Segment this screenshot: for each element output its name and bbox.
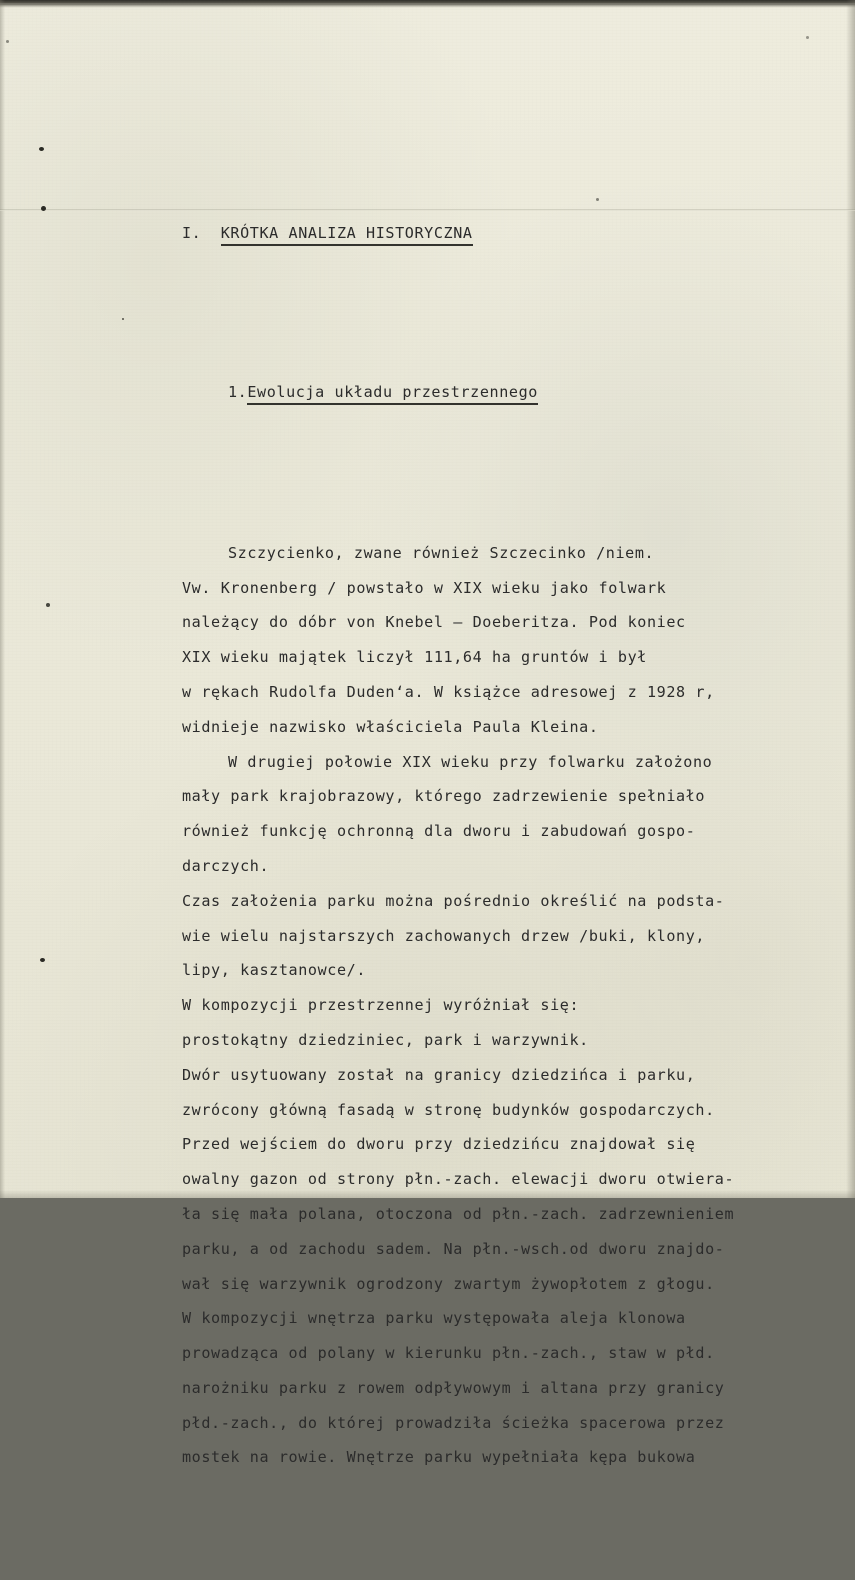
text-line: Czas założenia parku można pośrednio określić na podsta- — [182, 891, 725, 910]
paragraph-container — [182, 536, 842, 1476]
text-line: ła się mała polana, otoczona od płn.-zach. zadrzewnieniem — [182, 1204, 735, 1223]
scan-edge-left — [0, 0, 5, 1198]
subsection-heading — [228, 375, 842, 410]
section-heading-title: KRÓTKA ANALIZA HISTORYCZNA — [221, 224, 473, 246]
text-line: narożniku parku z rowem odpływowym i altana przy granicy — [182, 1378, 725, 1397]
paragraph — [182, 536, 842, 745]
text-line: również funkcję ochronną dla dworu i zabudowań gospo- — [182, 822, 696, 841]
text-line: płd.-zach., do której prowadziła ścieżka spacerowa przez — [182, 1413, 725, 1432]
paragraph — [182, 745, 842, 1476]
subsection-heading-numeral: 1. — [228, 382, 248, 401]
ink-speck — [39, 147, 44, 151]
subsection-heading-title: Ewolucja układu przestrzennego — [247, 383, 538, 405]
text-line: prostokątny dziedziniec, park i warzywnik. — [182, 1030, 589, 1049]
ink-speck — [122, 318, 124, 320]
ink-speck — [6, 40, 9, 43]
text-line-content: W drugiej połowie XIX wieku przy folwarku założono — [228, 752, 713, 771]
text-line: mostek na rowie. Wnętrze parku wypełniała kępa bukowa — [182, 1448, 696, 1467]
scan-edge-right — [846, 0, 855, 1198]
text-line-content: Szczycienko, zwane również Szczecinko /niem. — [228, 543, 655, 562]
text-line — [182, 745, 842, 780]
scan-edge-top-secondary — [0, 4, 855, 8]
text-line: wie wielu najstarszych zachowanych drzew /buki, klony, — [182, 926, 706, 945]
text-line: lipy, kasztanowce/. — [182, 961, 367, 980]
text-line: wał się warzywnik ogrodzony zwartym żywopłotem z głogu. — [182, 1274, 715, 1293]
text-line: owalny gazon od strony płn.-zach. elewacji dworu otwiera- — [182, 1170, 735, 1189]
text-line: w rękach Rudolfa Dudenʻa. W książce adresowej z 1928 r, — [182, 682, 715, 701]
section-heading-numeral: I. — [182, 224, 202, 243]
text-line: W kompozycji przestrzennej wyróżniał się: — [182, 996, 580, 1015]
text-line: należący do dóbr von Knebel — Doeberitza. Pod koniec — [182, 613, 686, 632]
text-line: Vw. Kronenberg / powstało w XIX wieku jako folwark — [182, 578, 667, 597]
text-line: darczych. — [182, 856, 270, 875]
text-line: W kompozycji wnętrza parku występowała aleja klonowa — [182, 1309, 686, 1328]
text-line: XIX wieku majątek liczył 111,64 ha gruntów i był — [182, 648, 647, 667]
ink-speck — [40, 958, 45, 962]
text-line — [182, 536, 842, 571]
text-line: Dwór usytuowany został na granicy dziedzińca i parku, — [182, 1065, 696, 1084]
section-heading — [182, 216, 842, 251]
text-line: prowadząca od polany w kierunku płn.-zach., staw w płd. — [182, 1344, 715, 1363]
ink-speck — [41, 206, 46, 211]
text-line: widnieje nazwisko właściciela Paula Kleina. — [182, 717, 599, 736]
document-text — [182, 112, 842, 1580]
text-line: mały park krajobrazowy, którego zadrzewienie spełniało — [182, 787, 706, 806]
text-line: zwrócony główną fasadą w stronę budynków gospodarczych. — [182, 1100, 715, 1119]
text-line: Przed wejściem do dworu przy dziedzińcu znajdował się — [182, 1135, 696, 1154]
ink-speck — [46, 603, 50, 607]
text-line: parku, a od zachodu sadem. Na płn.-wsch.od dworu znajdo- — [182, 1239, 725, 1258]
ink-speck — [806, 36, 809, 39]
